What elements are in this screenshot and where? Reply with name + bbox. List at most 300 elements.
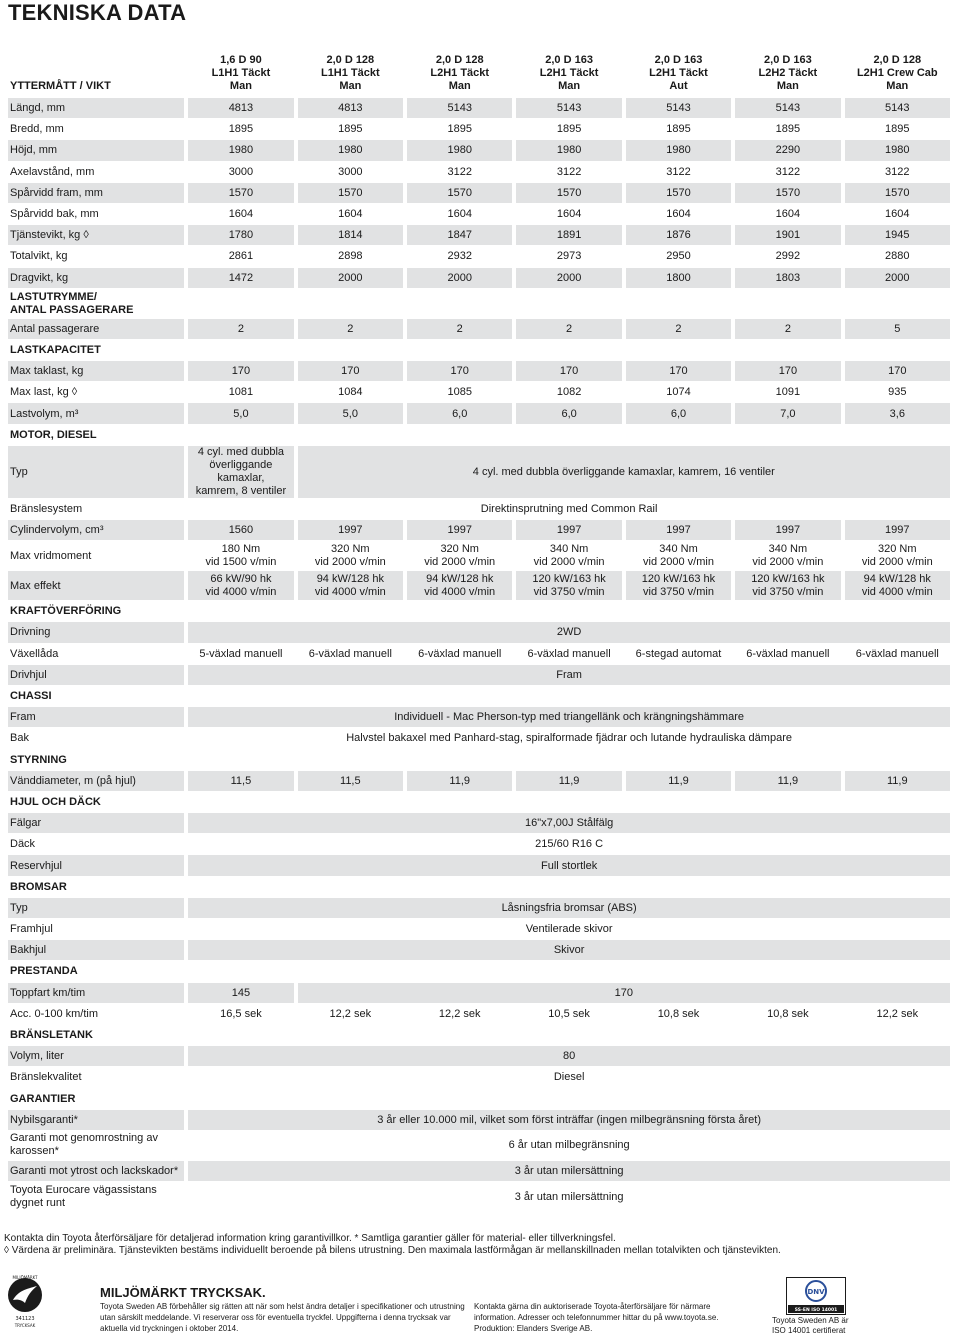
row-label: Bakhjul: [8, 939, 184, 960]
page-title: TEKNISKA DATA: [8, 0, 187, 25]
value-cell: 1082: [512, 381, 621, 402]
value-line: vid 3750 v/min: [752, 585, 824, 598]
value-cell: 2: [512, 318, 621, 339]
value-cell: [841, 540, 950, 570]
value-cell: 5143: [403, 97, 512, 118]
value-cell: [731, 570, 840, 600]
column-header-line: L2H1 Täckt: [430, 67, 490, 79]
table-row: [8, 267, 950, 288]
value-cell: [512, 570, 621, 600]
section-header-row: [8, 1088, 950, 1109]
value-cell: 1570: [403, 182, 512, 203]
value-line: vid 2000 v/min: [424, 555, 496, 568]
value-cell: 1980: [512, 139, 621, 160]
section-header-row: [8, 876, 950, 897]
spanned-value-cell: Ventilerade skivor: [184, 918, 950, 939]
value-cell: 6-växlad manuell: [512, 643, 621, 664]
table-row: [8, 445, 950, 498]
value-cell: 3000: [184, 161, 293, 182]
section-header-row: [8, 339, 950, 360]
value-cell: 1980: [294, 139, 403, 160]
section-heading: [8, 749, 950, 770]
value-cell: 1604: [403, 203, 512, 224]
section-heading: YTTERMÅTT / VIKT: [10, 80, 111, 92]
row-label: Spårvidd fram, mm: [8, 182, 184, 203]
table-row: [8, 224, 950, 245]
section-heading-line: CHASSI: [10, 690, 52, 703]
section-heading: [8, 960, 950, 981]
value-cell: 1895: [403, 118, 512, 139]
value-cell: 12,2 sek: [294, 1003, 403, 1024]
column-header-line: L2H1 Crew Cab: [856, 67, 938, 79]
value-cell: 1847: [403, 224, 512, 245]
header-row: [8, 47, 950, 97]
column-header-line: 1,6 D 90: [220, 54, 262, 66]
row-label-line: dygnet runt: [10, 1196, 66, 1209]
value-cell: [184, 570, 293, 600]
spanned-value-cell: 170: [294, 982, 950, 1003]
column-header: [512, 47, 621, 97]
value-cell: 6,0: [403, 402, 512, 423]
value-cell: 170: [622, 360, 731, 381]
value-line: 320 Nm: [331, 542, 370, 555]
column-header-line: 2,0 D 163: [654, 54, 703, 66]
contact-text: Kontakta gärna din auktoriserade Toyota-återförsäljare för närmare information. Adresser och telefonnummer hittar du på www.toyota.se. Produktion: Elanders Sverige AB.: [474, 1302, 719, 1333]
value-cell: 170: [512, 360, 621, 381]
section-header-row: [8, 791, 950, 812]
footer: [0, 1271, 960, 1335]
value-cell: 1980: [622, 139, 731, 160]
spanned-value-cell: Individuell - Mac Pherson-typ med triangellänk och krängningshämmare: [184, 706, 950, 727]
section-heading-line: PRESTANDA: [10, 965, 78, 978]
nordic-ecolabel-logo: [6, 1273, 44, 1331]
row-label: Max vridmoment: [8, 540, 184, 570]
value-cell: 3122: [622, 161, 731, 182]
value-line: vid 4000 v/min: [424, 585, 496, 598]
section-heading: [8, 339, 950, 360]
section-header-row: [8, 600, 950, 621]
value-cell: 1570: [512, 182, 621, 203]
value-cell: 11,9: [731, 770, 840, 791]
value-line: 120 kW/163 hk: [751, 572, 825, 585]
row-label: Acc. 0-100 km/tim: [8, 1003, 184, 1024]
value-cell: 1472: [184, 267, 293, 288]
row-label: Max taklast, kg: [8, 360, 184, 381]
table-row: [8, 664, 950, 685]
value-cell: 5143: [622, 97, 731, 118]
row-label: Framhjul: [8, 918, 184, 939]
column-header: [731, 47, 840, 97]
section-header-row: [8, 749, 950, 770]
value-cell: 1604: [622, 203, 731, 224]
section-heading-line: HJUL OCH DÄCK: [10, 795, 101, 808]
section-header-row: [8, 685, 950, 706]
value-cell: [403, 540, 512, 570]
column-header-line: Man: [229, 80, 252, 92]
value-line: 320 Nm: [878, 542, 917, 555]
table-row: [8, 360, 950, 381]
value-cell: 11,9: [512, 770, 621, 791]
spanned-value-cell: Låsningsfria bromsar (ABS): [184, 897, 950, 918]
value-cell: 1085: [403, 381, 512, 402]
section-header-row: [8, 960, 950, 981]
value-cell: 2898: [294, 245, 403, 266]
section-heading: [8, 685, 950, 706]
value-cell: 3122: [512, 161, 621, 182]
value-cell: 1997: [403, 519, 512, 540]
value-cell: 3122: [731, 161, 840, 182]
table-row: [8, 854, 950, 875]
value-cell: 2000: [512, 267, 621, 288]
value-cell: 1997: [731, 519, 840, 540]
row-label: Spårvidd bak, mm: [8, 203, 184, 224]
value-cell: 170: [184, 360, 293, 381]
value-cell: 1895: [184, 118, 293, 139]
row-label: Reservhjul: [8, 854, 184, 875]
table-row: [8, 1003, 950, 1024]
value-cell: 4813: [294, 97, 403, 118]
row-label: Bak: [8, 727, 184, 748]
table-row: [8, 621, 950, 642]
value-cell: 10,8 sek: [731, 1003, 840, 1024]
footnote-line: Kontakta din Toyota återförsäljare för detaljerad information kring garantivillkor. * Samtliga garantier gäller för material- eller tillverkningsfel.: [4, 1233, 616, 1244]
value-line: vid 2000 v/min: [533, 555, 605, 568]
section-heading-line: LASTKAPACITET: [10, 343, 101, 356]
column-header-line: L1H1 Täckt: [320, 67, 380, 79]
value-cell: [512, 540, 621, 570]
value-cell: 11,9: [622, 770, 731, 791]
value-cell: 1997: [622, 519, 731, 540]
table-row: [8, 833, 950, 854]
row-label: Fram: [8, 706, 184, 727]
column-header-line: L2H2 Täckt: [758, 67, 818, 79]
value-cell: 5,0: [294, 402, 403, 423]
ecolabel-number: 341123: [15, 1316, 35, 1322]
value-cell: 1895: [512, 118, 621, 139]
row-label: Däck: [8, 833, 184, 854]
row-label: Antal passagerare: [8, 318, 184, 339]
section-heading: [8, 288, 950, 318]
row-label: Typ: [8, 445, 184, 498]
value-cell: 2: [622, 318, 731, 339]
column-header: [294, 47, 403, 97]
table-row: [8, 139, 950, 160]
value-line: 340 Nm: [549, 542, 589, 555]
value-cell: 170: [403, 360, 512, 381]
section-heading-line: BROMSAR: [10, 880, 67, 893]
spanned-value-cell: Halvstel bakaxel med Panhard-stag, spiralformade fjädrar och lutande hydrauliska dämpare: [184, 727, 950, 748]
value-cell: 2000: [294, 267, 403, 288]
spanned-value-cell: 4 cyl. med dubbla överliggande kamaxlar, kamrem, 16 ventiler: [294, 445, 950, 498]
value-cell: [294, 540, 403, 570]
table-row: [8, 203, 950, 224]
section-heading-line: ANTAL PASSAGERARE: [10, 303, 134, 316]
value-cell: 170: [294, 360, 403, 381]
row-label: Tjänstevikt, kg ◊: [8, 224, 184, 245]
value-cell: 2932: [403, 245, 512, 266]
value-cell: 1560: [184, 519, 293, 540]
value-cell: 1997: [841, 519, 950, 540]
section-heading: [8, 424, 950, 445]
value-cell: 5143: [731, 97, 840, 118]
value-cell: 5: [841, 318, 950, 339]
value-cell: 170: [841, 360, 950, 381]
value-line: vid 4000 v/min: [861, 585, 933, 598]
value-cell: 1814: [294, 224, 403, 245]
value-cell: 16,5 sek: [184, 1003, 293, 1024]
spanned-value-cell: 2WD: [184, 621, 950, 642]
table-row: [8, 97, 950, 118]
column-header-line: 2,0 D 163: [764, 54, 812, 66]
section-heading-line: BRÄNSLETANK: [10, 1029, 93, 1042]
value-line: 320 Nm: [440, 542, 479, 555]
value-cell: 6-stegad automat: [622, 643, 731, 664]
value-line: vid 3750 v/min: [533, 585, 605, 598]
column-header: [622, 47, 731, 97]
table-row: [8, 570, 950, 600]
value-cell: 1895: [731, 118, 840, 139]
section-heading-line: GARANTIER: [10, 1092, 76, 1105]
table-row: [8, 727, 950, 748]
value-cell: 11,9: [841, 770, 950, 791]
table-row: [8, 402, 950, 423]
spanned-value-cell: 3 år utan milersättning: [184, 1160, 950, 1181]
section-header-row: [8, 1024, 950, 1045]
column-header-line: 2,0 D 163: [545, 54, 593, 66]
value-cell: [184, 540, 293, 570]
table-row: [8, 643, 950, 664]
value-line: vid 1500 v/min: [205, 555, 277, 568]
value-line: vid 2000 v/min: [643, 555, 714, 568]
value-cell: 12,2 sek: [841, 1003, 950, 1024]
value-cell: 3122: [403, 161, 512, 182]
row-label: Volym, liter: [8, 1045, 184, 1066]
value-cell: 4813: [184, 97, 293, 118]
value-cell: 6-växlad manuell: [294, 643, 403, 664]
table-row: [8, 1130, 950, 1160]
value-cell: 935: [841, 381, 950, 402]
row-label-line: Garanti mot genomrostning av: [10, 1132, 158, 1145]
spanned-value-cell: Diesel: [184, 1066, 950, 1087]
row-label: Typ: [8, 897, 184, 918]
value-cell: 1604: [512, 203, 621, 224]
table-row: [8, 161, 950, 182]
value-cell: 6-växlad manuell: [403, 643, 512, 664]
value-cell: 1891: [512, 224, 621, 245]
value-cell: 2000: [403, 267, 512, 288]
value-line: kamrem, 8 ventiler: [195, 484, 287, 497]
value-cell: 2880: [841, 245, 950, 266]
value-cell: 2: [731, 318, 840, 339]
dnv-mark: DNV: [807, 1288, 825, 1296]
value-line: 340 Nm: [659, 542, 698, 555]
value-cell: 6-växlad manuell: [731, 643, 840, 664]
column-header-line: Man: [776, 80, 799, 92]
section-header-row: [8, 424, 950, 445]
value-cell: 1895: [841, 118, 950, 139]
value-line: 340 Nm: [768, 542, 808, 555]
footnote-line: ◊ Värdena är preliminära. Tjänstevikten bestäms individuellt beroende på bilens utrustning. Den maximala lastförmågan är mellanskillnaden mellan totalvikten och tjänstevikten.: [4, 1245, 781, 1256]
row-label: [8, 1130, 184, 1160]
value-cell: [841, 570, 950, 600]
row-label: Dragvikt, kg: [8, 267, 184, 288]
row-label: Lastvolym, m³: [8, 402, 184, 423]
value-cell: [731, 540, 840, 570]
table-row: [8, 939, 950, 960]
spanned-value-cell: 6 år utan milbegränsning: [184, 1130, 950, 1160]
row-label: Max effekt: [8, 570, 184, 600]
ecolabel-title: MILJÖMÄRKT: [12, 1275, 38, 1280]
value-line: vid 2000 v/min: [752, 555, 824, 568]
value-line: 94 kW/128 hk: [316, 572, 384, 585]
section-heading-line: LASTUTRYMME/: [10, 290, 97, 303]
value-cell: 10,5 sek: [512, 1003, 621, 1024]
table-row: [8, 1109, 950, 1130]
row-label: Växellåda: [8, 643, 184, 664]
section-heading: [8, 791, 950, 812]
section-heading-line: KRAFTÖVERFÖRING: [10, 605, 122, 618]
table-row: [8, 245, 950, 266]
ecolabel-heading: MILJÖMÄRKT TRYCKSAK.: [100, 1285, 266, 1300]
value-cell: 6,0: [622, 402, 731, 423]
row-label: Drivhjul: [8, 664, 184, 685]
value-cell: 1604: [294, 203, 403, 224]
table-row: [8, 118, 950, 139]
spanned-value-cell: 3 år eller 10.000 mil, vilket som först inträffar (ingen milbegränsning första året): [184, 1109, 950, 1130]
value-line: 4 cyl. med dubbla: [197, 445, 285, 458]
row-label: Axelavstånd, mm: [8, 161, 184, 182]
value-cell: 2: [294, 318, 403, 339]
row-label: Vänddiameter, m (på hjul): [8, 770, 184, 791]
table-row: [8, 519, 950, 540]
value-cell: 3000: [294, 161, 403, 182]
section-heading-line: STYRNING: [10, 753, 67, 766]
row-label: [8, 1181, 184, 1211]
column-header-line: Aut: [669, 80, 688, 92]
spec-table: [8, 47, 950, 1211]
spanned-value-cell: 3 år utan milersättning: [184, 1181, 950, 1211]
column-header-line: 2,0 D 128: [435, 54, 484, 66]
column-header-line: Man: [339, 80, 362, 92]
table-row: [8, 318, 950, 339]
value-line: 120 kW/163 hk: [641, 572, 716, 585]
row-label: Bränslesystem: [8, 498, 184, 519]
table-row: [8, 1181, 950, 1211]
value-line: vid 2000 v/min: [314, 555, 386, 568]
value-cell: 1604: [184, 203, 293, 224]
value-cell: 2950: [622, 245, 731, 266]
value-cell: 6,0: [512, 402, 621, 423]
iso-code: SS-EN ISO 14001: [794, 1308, 838, 1313]
value-cell: 1570: [841, 182, 950, 203]
table-row: [8, 982, 950, 1003]
table-row: [8, 897, 950, 918]
value-cell: 1074: [622, 381, 731, 402]
value-cell: 1800: [622, 267, 731, 288]
value-cell: 1997: [512, 519, 621, 540]
value-cell: 11,5: [184, 770, 293, 791]
table-row: [8, 1045, 950, 1066]
value-cell: 1570: [731, 182, 840, 203]
value-cell: 1980: [403, 139, 512, 160]
value-line: 180 Nm: [221, 542, 261, 555]
row-label: Garanti mot ytrost och lackskador*: [8, 1160, 184, 1181]
table-row: [8, 918, 950, 939]
value-cell: 1604: [841, 203, 950, 224]
footnotes: [4, 1233, 954, 1257]
table-row: [8, 1066, 950, 1087]
column-header: [184, 47, 293, 97]
section-heading: [8, 600, 950, 621]
value-cell: 5143: [512, 97, 621, 118]
column-header-line: Man: [448, 80, 471, 92]
value-cell: 2290: [731, 139, 840, 160]
row-label: Toppfart km/tim: [8, 982, 184, 1003]
value-cell: 5,0: [184, 402, 293, 423]
value-cell: 3122: [841, 161, 950, 182]
column-header-line: L2H1 Täckt: [649, 67, 708, 79]
value-line: vid 3750 v/min: [643, 585, 714, 598]
value-line: vid 4000 v/min: [205, 585, 277, 598]
column-header: [403, 47, 512, 97]
row-label: Bredd, mm: [8, 118, 184, 139]
disclaimer-text: Toyota Sweden AB förbehåller sig rätten att när som helst ändra detaljer i specifikationer och utrustning utan särskilt meddelande. Vi reserverar oss för eventuella tryckfel. Uppgifterna i denna trycksak var aktuella vid tryckningen i oktober 2014.: [100, 1302, 465, 1333]
spanned-value-cell: 16"x7,00J Stålfälg: [184, 812, 950, 833]
row-label: Bränslekvalitet: [8, 1066, 184, 1087]
value-cell: 11,5: [294, 770, 403, 791]
spanned-value-cell: 215/60 R16 C: [184, 833, 950, 854]
value-cell: [294, 570, 403, 600]
spanned-value-cell: Full stortlek: [184, 854, 950, 875]
column-header-line: 2,0 D 128: [873, 54, 922, 66]
value-cell: 1980: [841, 139, 950, 160]
value-line: vid 4000 v/min: [314, 585, 386, 598]
value-line: 94 kW/128 hk: [863, 572, 931, 585]
section-header-row: [8, 288, 950, 318]
row-label: Totalvikt, kg: [8, 245, 184, 266]
table-row: [8, 182, 950, 203]
row-label: Fälgar: [8, 812, 184, 833]
certification-text: Toyota Sweden AB är ISO 14001 certifierat: [772, 1316, 849, 1335]
value-cell: 1780: [184, 224, 293, 245]
value-cell: 1895: [294, 118, 403, 139]
row-label: Längd, mm: [8, 97, 184, 118]
value-cell: 1997: [294, 519, 403, 540]
column-header-line: L1H1 Täckt: [211, 67, 271, 79]
value-cell: 5143: [841, 97, 950, 118]
spanned-value-cell: Direktinsprutning med Common Rail: [184, 498, 950, 519]
value-cell: [184, 445, 293, 498]
row-label: Höjd, mm: [8, 139, 184, 160]
value-line: överliggande kamaxlar,: [209, 458, 273, 484]
section-heading-line: MOTOR, DIESEL: [10, 428, 97, 441]
column-header: [841, 47, 950, 97]
value-cell: 1091: [731, 381, 840, 402]
ecolabel-sub: TRYCKSAK: [14, 1323, 36, 1328]
value-cell: 2861: [184, 245, 293, 266]
table-row: [8, 1160, 950, 1181]
table-row: [8, 706, 950, 727]
value-cell: 6-växlad manuell: [841, 643, 950, 664]
value-cell: [403, 570, 512, 600]
value-line: vid 2000 v/min: [861, 555, 933, 568]
section-heading: [8, 1088, 950, 1109]
value-cell: 1876: [622, 224, 731, 245]
value-cell: 2973: [512, 245, 621, 266]
value-cell: 1945: [841, 224, 950, 245]
column-header-line: Man: [886, 80, 909, 92]
value-cell: 1895: [622, 118, 731, 139]
